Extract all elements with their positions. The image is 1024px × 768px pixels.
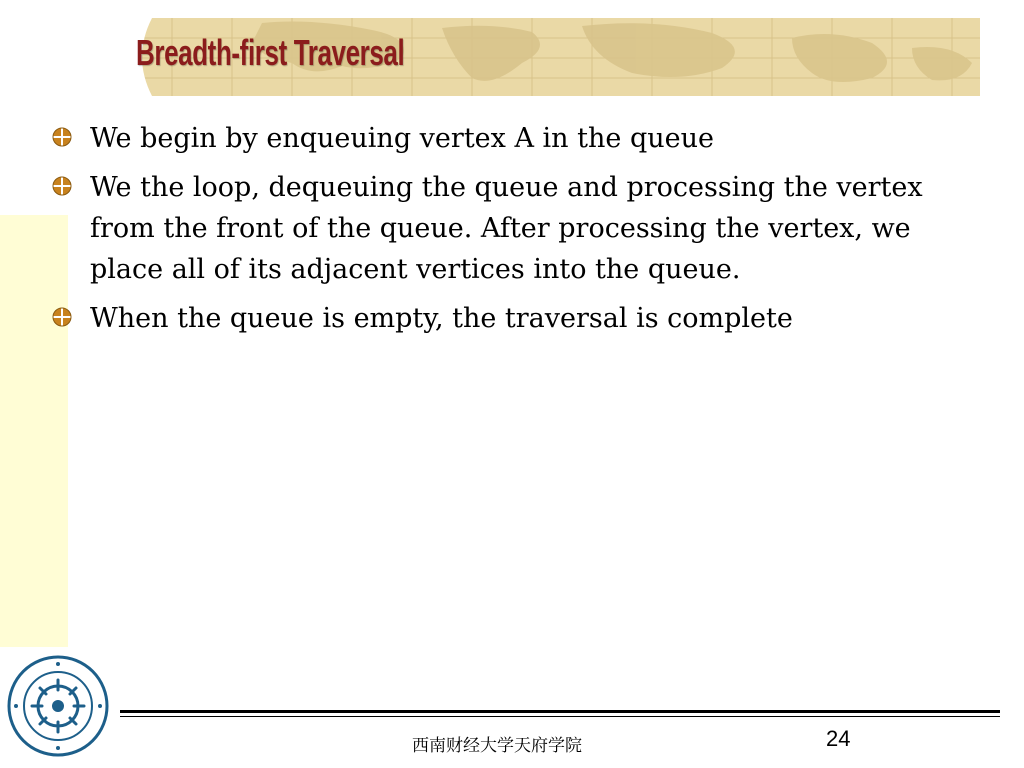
footer-divider bbox=[120, 710, 1000, 713]
university-seal-logo bbox=[6, 654, 110, 758]
bullet-list bbox=[52, 118, 972, 347]
bullet-text: We begin by enqueuing vertex A in the queue bbox=[90, 123, 714, 154]
bullet-text: When the queue is empty, the traversal is complete bbox=[90, 303, 793, 334]
title-banner bbox=[112, 18, 980, 96]
globe-bullet-icon bbox=[52, 307, 72, 327]
footer-organization: 西南财经大学天府学院 bbox=[412, 736, 582, 756]
bullet-text: We the loop, dequeuing the queue and processing the vertex from the front of the queue. After processing the vertex, we place all of its adjacent vertices into the queue. bbox=[90, 172, 923, 285]
bullet-item bbox=[52, 167, 972, 290]
footer-divider bbox=[120, 716, 1000, 717]
globe-bullet-icon bbox=[52, 176, 72, 196]
globe-bullet-icon bbox=[52, 127, 72, 147]
bullet-item bbox=[52, 298, 972, 339]
slide-title: Breadth-first Traversal bbox=[136, 32, 405, 73]
page-number: 24 bbox=[826, 726, 851, 751]
bullet-item bbox=[52, 118, 972, 159]
